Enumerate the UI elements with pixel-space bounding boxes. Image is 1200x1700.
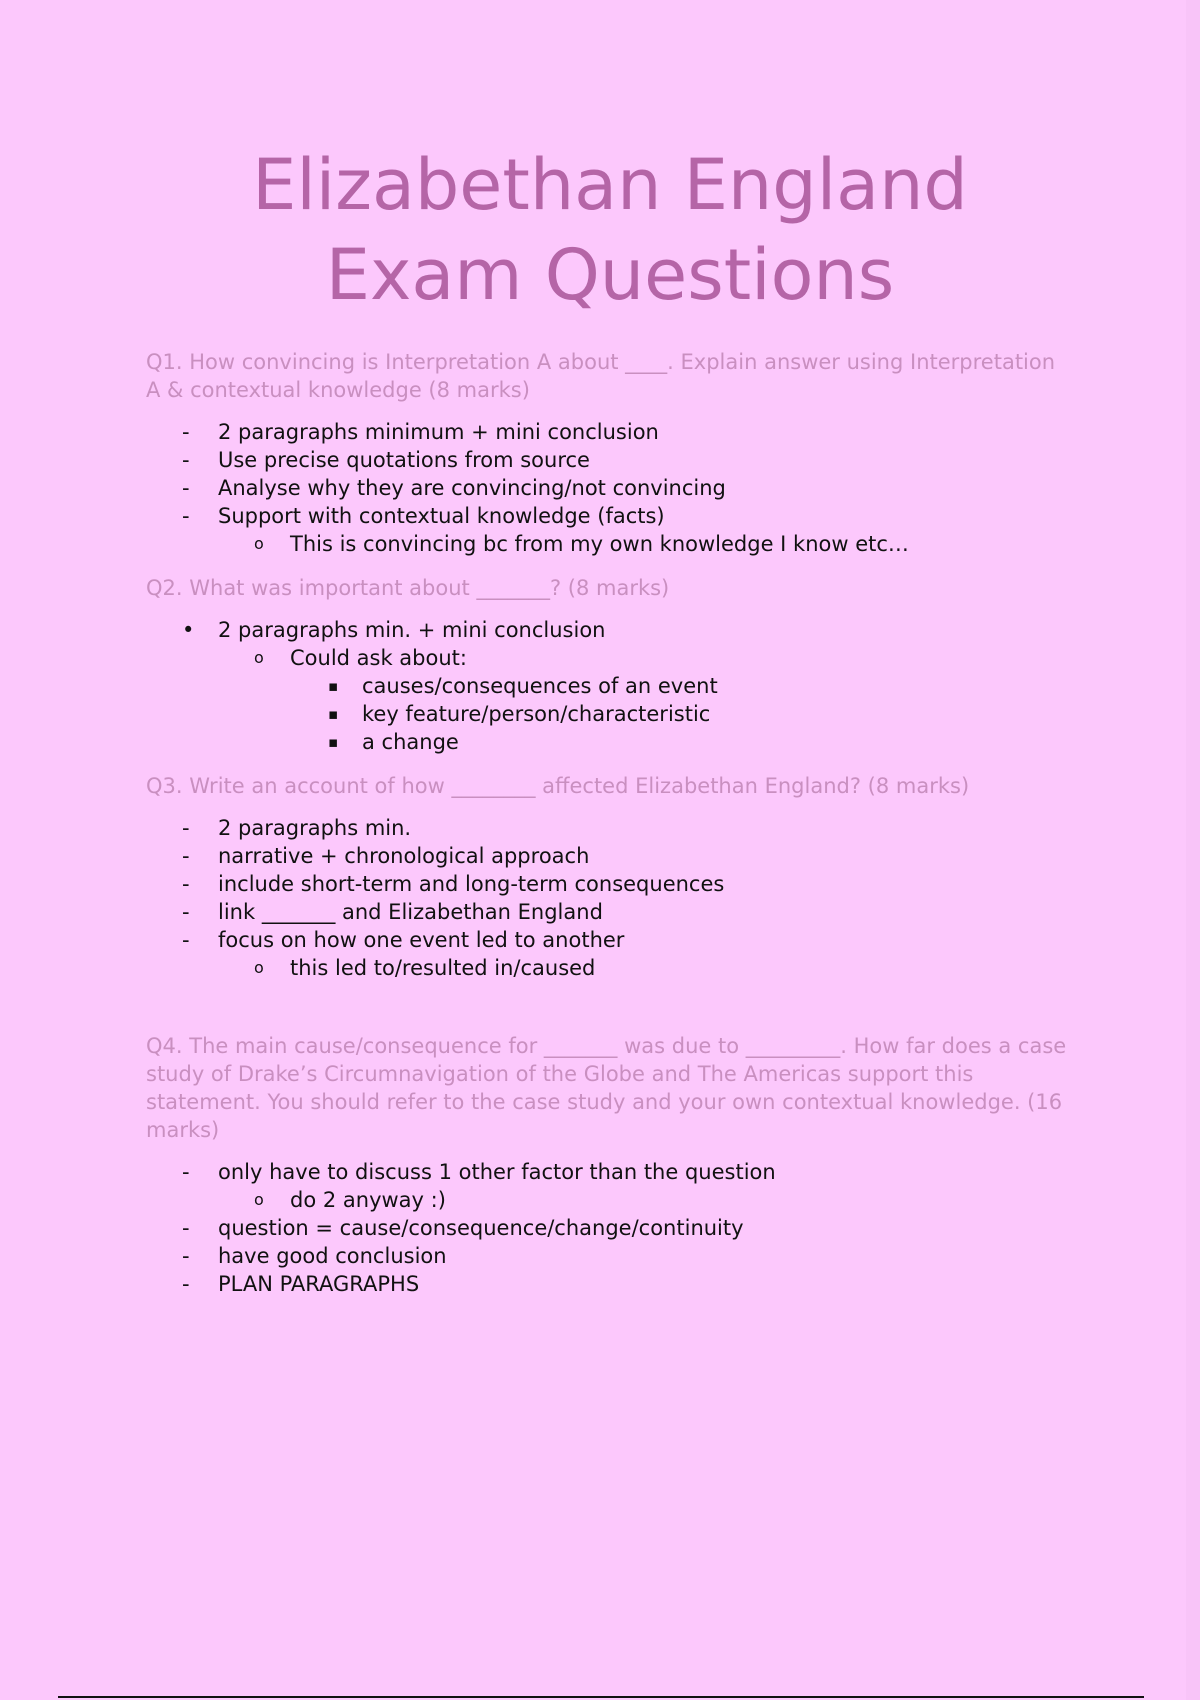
list-item-text: PLAN PARAGRAPHS	[218, 1272, 420, 1296]
list-item-text: 2 paragraphs minimum + mini conclusion	[218, 420, 659, 444]
dash-bullet-icon: -	[182, 476, 190, 500]
list-item-text: a change	[362, 730, 459, 754]
dash-bullet-icon: -	[182, 1272, 190, 1296]
list-item-text: include short-term and long-term consequences	[218, 872, 725, 896]
list-item-text: key feature/person/characteristic	[362, 702, 711, 726]
dash-bullet-icon: -	[182, 872, 190, 896]
list-item-text: Support with contextual knowledge (facts)	[218, 504, 665, 528]
dash-bullet-icon: -	[182, 1216, 190, 1240]
dash-bullet-icon: -	[182, 844, 190, 868]
list-item	[146, 842, 1076, 870]
disc-bullet-icon: •	[182, 618, 195, 642]
list-item	[146, 644, 1076, 672]
square-bullet-icon: ▪	[328, 677, 339, 695]
question-q3: Q3. Write an account of how ________ affected Elizabethan England? (8 marks)	[146, 774, 970, 798]
circle-bullet-icon: o	[254, 1190, 264, 1209]
dash-bullet-icon: -	[182, 504, 190, 528]
list-item	[146, 474, 1076, 502]
dash-bullet-icon: -	[182, 420, 190, 444]
list-item-text: have good conclusion	[218, 1244, 447, 1268]
section-q4	[146, 1032, 1076, 1298]
square-bullet-icon: ▪	[328, 705, 339, 723]
question-q2: Q2. What was important about _______? (8 marks)	[146, 576, 670, 600]
page-title-line2: Exam Questions	[325, 234, 895, 316]
list-item	[146, 446, 1076, 474]
circle-bullet-icon: o	[254, 534, 264, 553]
list-item-text: focus on how one event led to another	[218, 928, 625, 952]
question-q4: Q4. The main cause/consequence for _______ was due to _________. How far does a case study of Drake’s Circumnavigation of the Globe and The Americas support this statement. You should refer to the case study and your own contextual knowledge. (16 marks)	[146, 1034, 1067, 1142]
list-item-text: link _______ and Elizabethan England	[218, 900, 603, 924]
document-body	[146, 140, 1076, 1314]
spacer	[146, 998, 1076, 1032]
list-item-text: causes/consequences of an event	[362, 674, 718, 698]
page-title-line1: Elizabethan England	[252, 144, 968, 226]
circle-bullet-icon: o	[254, 648, 264, 667]
list-item	[146, 898, 1076, 926]
list-item	[146, 1158, 1076, 1186]
list-item	[146, 672, 1076, 700]
circle-bullet-icon: o	[254, 958, 264, 977]
list-item	[146, 700, 1076, 728]
section-q3	[146, 772, 1076, 982]
list-item-text: this led to/resulted in/caused	[290, 956, 596, 980]
list-item	[146, 616, 1076, 644]
square-bullet-icon: ▪	[328, 733, 339, 751]
q3-list	[146, 814, 1076, 982]
list-item	[146, 954, 1076, 982]
list-item-text: narrative + chronological approach	[218, 844, 590, 868]
list-item-text: Analyse why they are convincing/not convincing	[218, 476, 726, 500]
page-bottom-divider	[58, 1696, 1144, 1698]
list-item-text: question = cause/consequence/change/continuity	[218, 1216, 744, 1240]
list-item	[146, 1242, 1076, 1270]
question-q1: Q1. How convincing is Interpretation A about ____. Explain answer using Interpretation A & contextual knowledge (8 marks)	[146, 350, 1056, 402]
page-title	[140, 140, 1080, 320]
list-item-text: only have to discuss 1 other factor than the question	[218, 1160, 776, 1184]
q4-list	[146, 1158, 1076, 1298]
list-item	[146, 1270, 1076, 1298]
list-item	[146, 814, 1076, 842]
list-item-text: Use precise quotations from source	[218, 448, 590, 472]
list-item	[146, 530, 1076, 558]
list-item	[146, 1214, 1076, 1242]
list-item	[146, 418, 1076, 446]
dash-bullet-icon: -	[182, 928, 190, 952]
page-edge	[1186, 0, 1200, 1700]
section-q1	[146, 348, 1076, 558]
list-item	[146, 926, 1076, 954]
list-item	[146, 1186, 1076, 1214]
list-item-text: do 2 anyway :)	[290, 1188, 446, 1212]
q1-list	[146, 418, 1076, 558]
q2-list	[146, 616, 1076, 756]
section-q2	[146, 574, 1076, 756]
list-item-text: 2 paragraphs min.	[218, 816, 412, 840]
list-item-text: 2 paragraphs min. + mini conclusion	[218, 618, 606, 642]
list-item	[146, 502, 1076, 530]
dash-bullet-icon: -	[182, 900, 190, 924]
dash-bullet-icon: -	[182, 816, 190, 840]
list-item-text: Could ask about:	[290, 646, 467, 670]
list-item	[146, 728, 1076, 756]
list-item	[146, 870, 1076, 898]
dash-bullet-icon: -	[182, 1160, 190, 1184]
dash-bullet-icon: -	[182, 1244, 190, 1268]
dash-bullet-icon: -	[182, 448, 190, 472]
list-item-text: This is convincing bc from my own knowledge I know etc…	[290, 532, 909, 556]
